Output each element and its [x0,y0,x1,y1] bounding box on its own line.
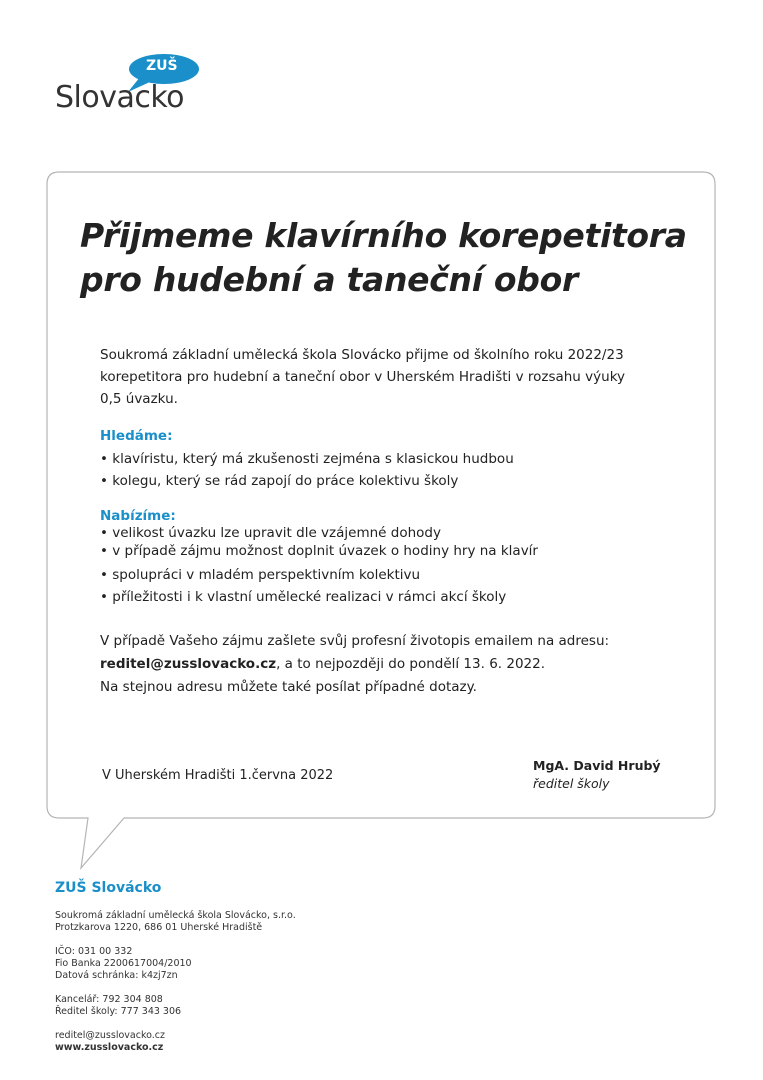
intro-line: Soukromá základní umělecká škola Slovácko přijme od školního roku 2022/23 [100,347,624,363]
list-item: • velikost úvazku lze upravit dle vzájemné dohody [100,524,538,542]
footer-line: IČO: 031 00 332 [55,946,133,957]
footer-line: Fio Banka 2200617004/2010 [55,958,192,969]
signature [533,757,661,793]
list-item: • kolegu, který se rád zapojí do práce kolektivu školy [100,470,514,492]
title-line: pro hudební a taneční obor [80,260,578,299]
footer-email[interactable]: reditel@zusslovacko.cz [55,1030,165,1041]
page-title [80,214,687,302]
footer-line: Soukromá základní umělecká škola Slovácko, s.r.o. [55,910,296,921]
contact-line: Na stejnou adresu můžete také posílat případné dotazy. [100,679,477,695]
footer-title: ZUŠ Slovácko [55,880,162,896]
offering-heading: Nabízíme: [100,508,176,524]
footer-website[interactable]: www.zusslovacko.cz [55,1042,164,1053]
intro-line: 0,5 úvazku. [100,391,178,407]
contact-paragraph [100,630,609,699]
contact-line [100,653,609,676]
deadline-text: , a to nejpozději do pondělí 13. 6. 2022. [276,656,546,672]
list-item: • klavíristu, který má zkušenosti zejména s klasickou hudbou [100,448,514,470]
footer-line: Ředitel školy: 777 343 306 [55,1006,182,1017]
list-item: • spolupráci v mladém perspektivním kolektivu [100,564,538,586]
signature-name: MgA. David Hrubý [533,758,661,773]
intro-line: korepetitora pro hudební a taneční obor v Uherském Hradišti v rozsahu výuky [100,369,626,385]
logo-badge: ZUŠ [146,58,178,74]
list-item: • příležitosti i k vlastní umělecké realizaci v rámci akcí školy [100,586,538,608]
offering-list [100,524,538,608]
seeking-list [100,448,514,492]
title-line: Přijmeme klavírního korepetitora [80,216,687,255]
list-item: • v případě zájmu možnost doplnit úvazek o hodiny hry na klavír [100,542,538,560]
date-place: V Uherském Hradišti 1.června 2022 [102,768,334,783]
seeking-heading: Hledáme: [100,428,173,444]
intro-paragraph [100,344,625,410]
email-link[interactable]: reditel@zusslovacko.cz [100,656,277,672]
signature-role: ředitel školy [533,776,610,791]
footer-line: Protzkarova 1220, 686 01 Uherské Hradiště [55,922,263,933]
logo-word: Slovacko [55,80,185,115]
footer-details [55,910,296,1054]
footer-line: Datová schránka: k4zj7zn [55,970,178,981]
contact-line: V případě Vašeho zájmu zašlete svůj profesní životopis emailem na adresu: [100,633,610,649]
footer-line: Kancelář: 792 304 808 [55,994,163,1005]
